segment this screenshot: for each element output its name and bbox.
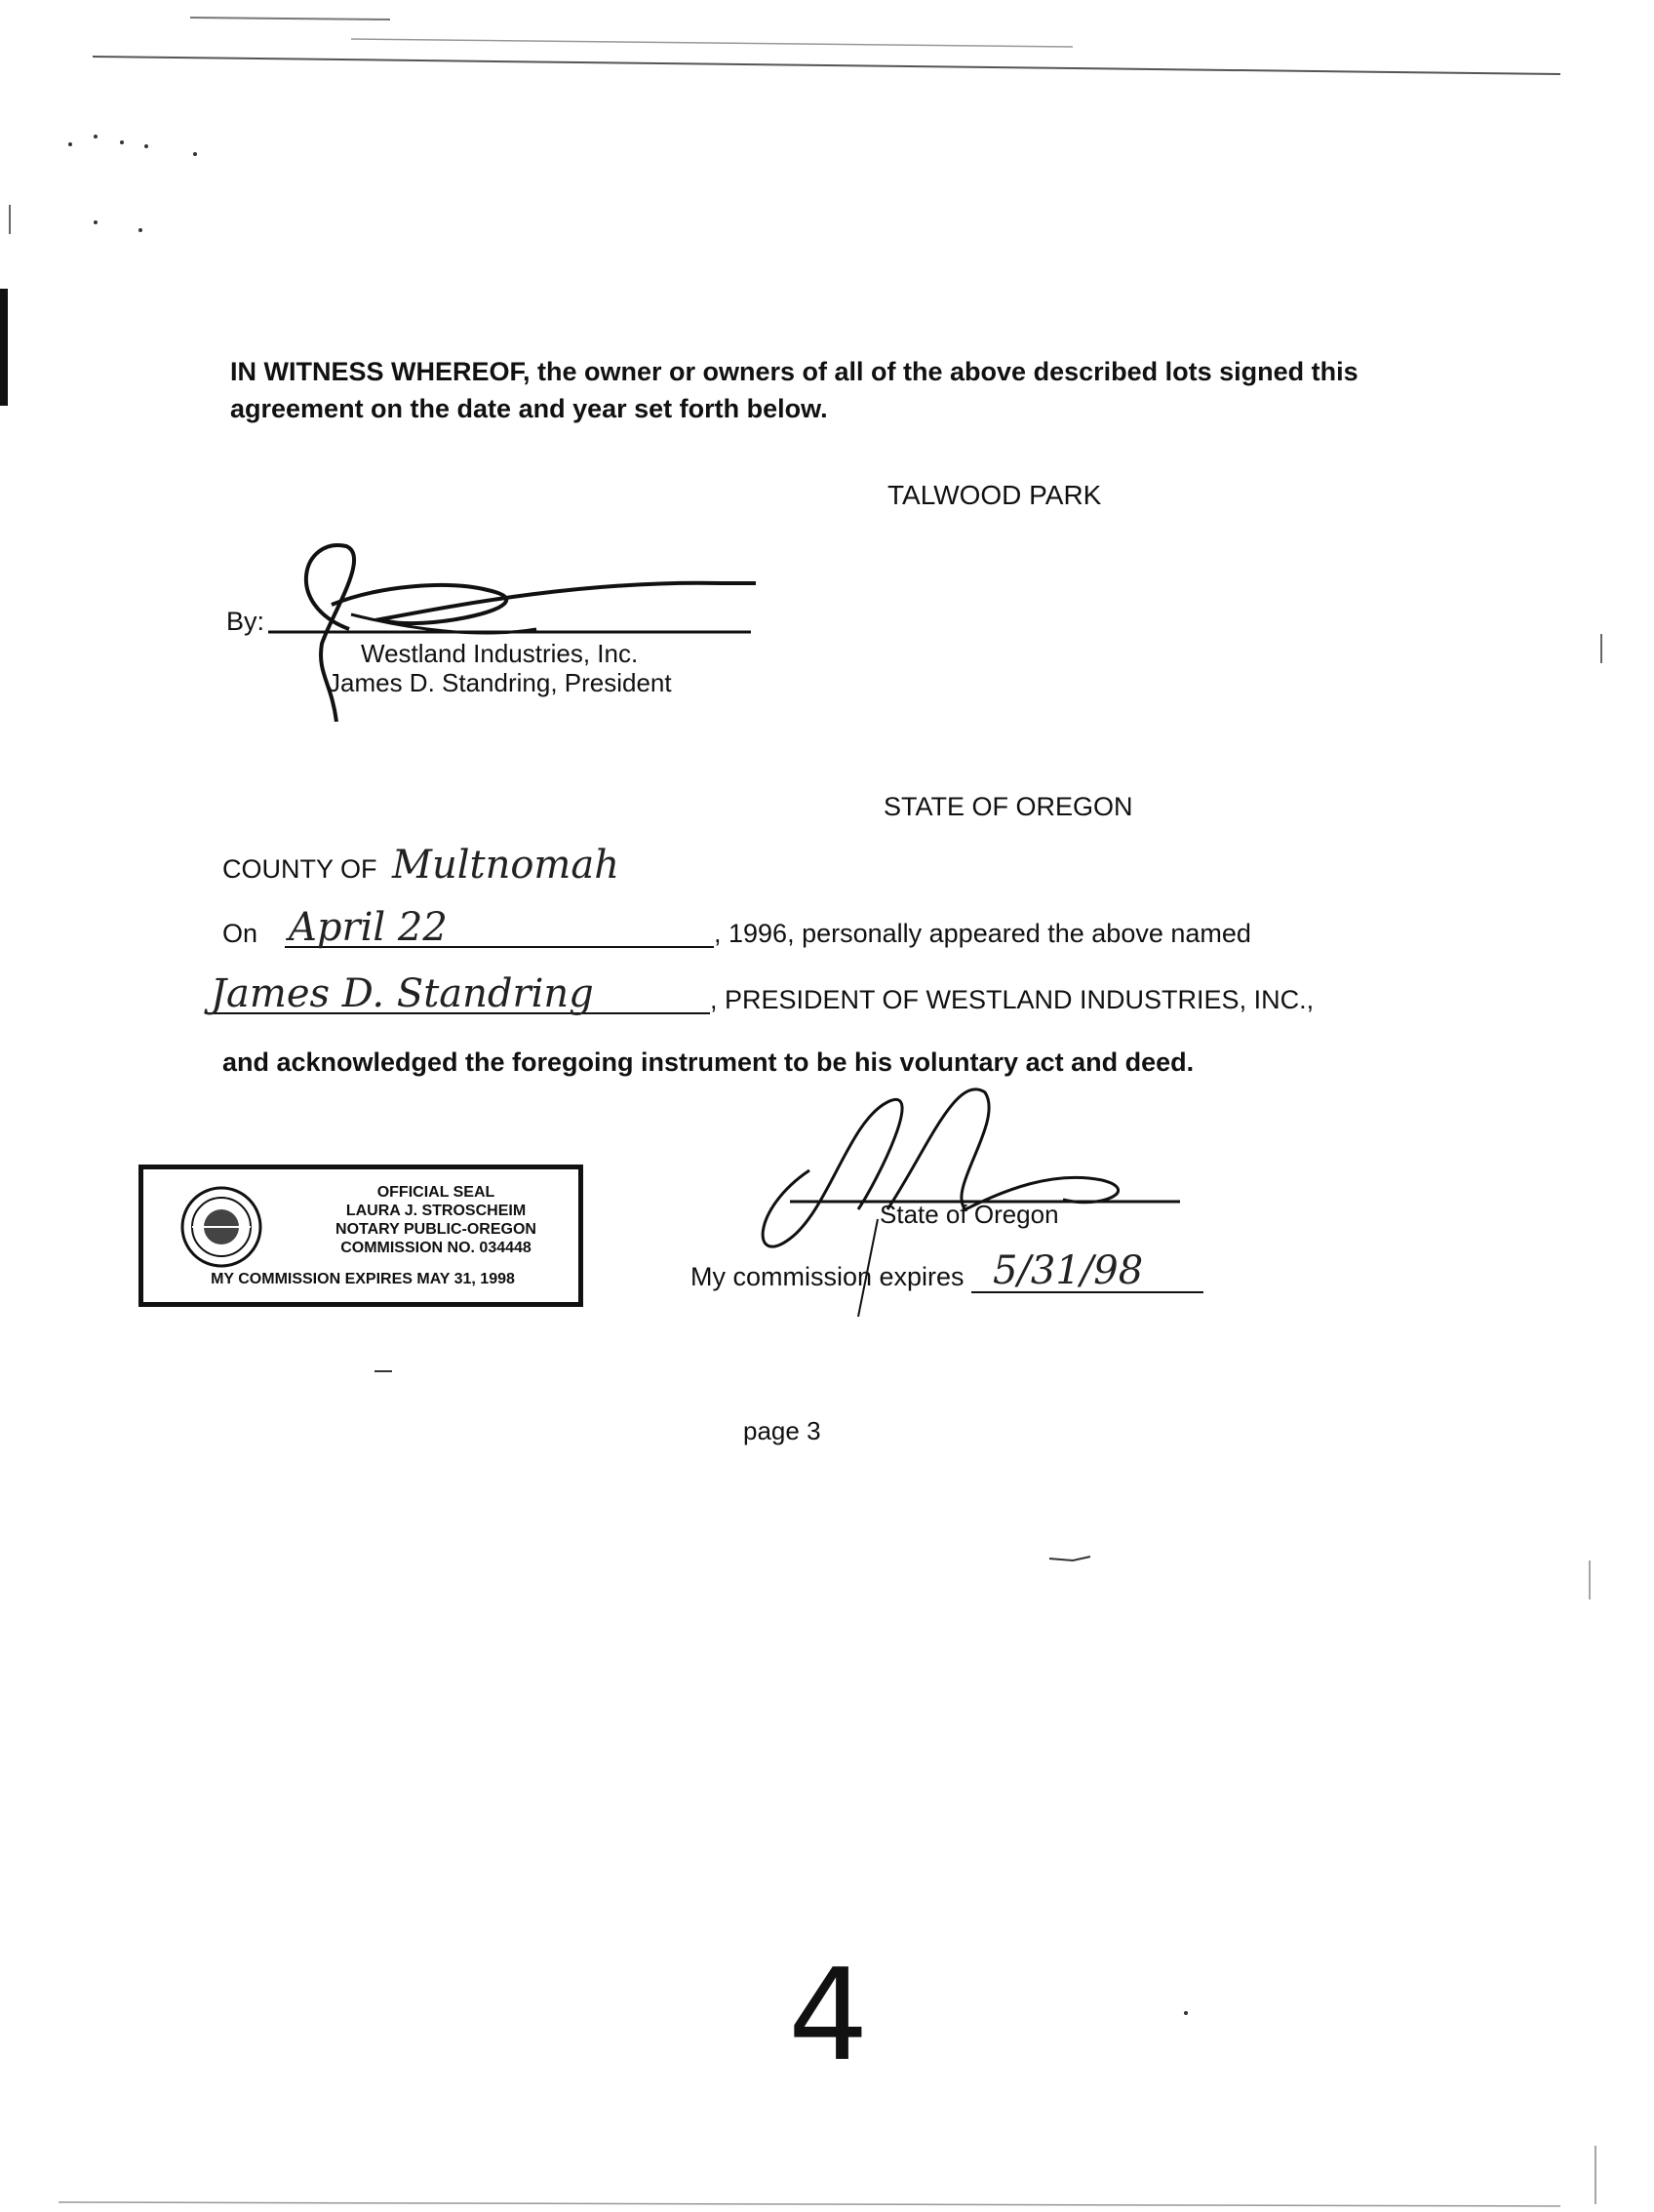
seal-line-5: MY COMMISSION EXPIRES MAY 31, 1998 bbox=[211, 1271, 515, 1287]
acknowledgment-text: and acknowledged the foregoing instrument to be his voluntary act and deed. bbox=[222, 1047, 1195, 1077]
handwritten-page-number: 4 bbox=[788, 1941, 869, 2089]
notary-state-line: State of Oregon bbox=[880, 1200, 1059, 1229]
witness-paragraph: IN WITNESS WHEREOF, the owner or owners of all of the above described lots signed this agreement on the date and year set forth below. bbox=[230, 357, 1359, 423]
county-label: COUNTY OF bbox=[222, 854, 377, 884]
on-label: On bbox=[222, 919, 258, 948]
seal-line-3: NOTARY PUBLIC-OREGON bbox=[335, 1221, 536, 1238]
year-text: , 1996, personally appeared the above named bbox=[714, 919, 1251, 948]
expiry-handwritten: 5/31/98 bbox=[993, 1248, 1144, 1293]
signer-company: Westland Industries, Inc. bbox=[361, 639, 639, 668]
date-handwritten: April 22 bbox=[289, 905, 448, 950]
park-name: TALWOOD PARK bbox=[887, 480, 1102, 510]
signer-name-title: James D. Standring, President bbox=[328, 668, 672, 697]
title-text: , PRESIDENT OF WESTLAND INDUSTRIES, INC., bbox=[710, 985, 1315, 1014]
seal-line-1: OFFICIAL SEAL bbox=[376, 1184, 495, 1201]
state-heading: STATE OF OREGON bbox=[884, 792, 1133, 821]
county-handwritten: Multnomah bbox=[392, 843, 619, 888]
seal-line-2: LAURA J. STROSCHEIM bbox=[345, 1203, 527, 1219]
page-label: page 3 bbox=[743, 1416, 821, 1445]
commission-label: My commission expires bbox=[690, 1262, 965, 1291]
name-handwritten: James D. Standring bbox=[211, 971, 594, 1016]
seal-line-4: COMMISSION NO. 034448 bbox=[340, 1240, 532, 1256]
by-label: By: bbox=[226, 607, 265, 636]
